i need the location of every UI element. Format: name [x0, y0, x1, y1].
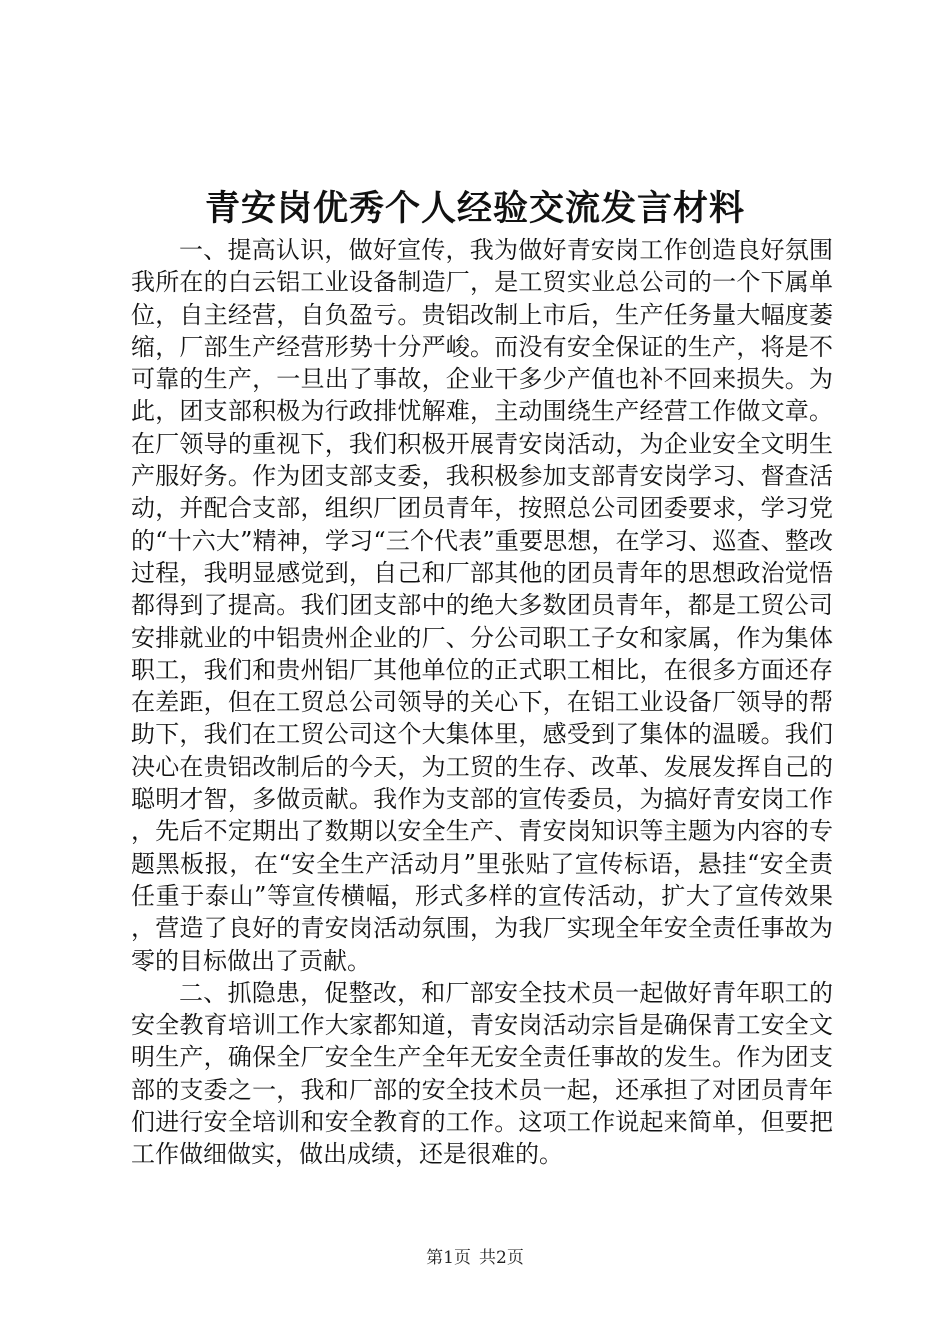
paragraph-1: 一、提高认识，做好宣传，我为做好青安岗工作创造良好氛围我所在的白云铝工业设备制造厂，是工贸实业总公司的一个下属单位，自主经营，自负盈亏。贵铝改制上市后，生产任务量大幅度萎缩，厂部生产经营形势十分严峻。而没有安全保证的生产，将是不可靠的生产，一旦出了事故，企业干多少产值也补不回来损失。为此，团支部积极为行政排忧解难，主动围绕生产经营工作做文章。在厂领导的重视下，我们积极开展青安岗活动，为企业安全文明生产服好务。作为团支部支委，我积极参加支部青安岗学习、督查活动，并配合支部，组织厂团员青年，按照总公司团委要求，学习党的“十六大”精神，学习“三个代表”重要思想，在学习、巡查、整改过程，我明显感觉到，自己和厂部其他的团员青年的思想政治觉悟都得到了提高。我们团支部中的绝大多数团员青年，都是工贸公司安排就业的中铝贵州企业的厂、分公司职工子女和家属，作为集体职工，我们和贵州铝厂其他单位的正式职工相比，在很多方面还存在差距，但在工贸总公司领导的关心下，在铝工业设备厂领导的帮助下，我们在工贸公司这个大集体里，感受到了集体的温暖。我们决心在贵铝改制后的今天，为工贸的生存、改革、发展发挥自己的聪明才智，多做贡献。我作为支部的宣传委员，为搞好青安岗工作，先后不定期出了数期以安全生产、青安岗知识等主题为内容的专题黑板报，在“安全生产活动月”里张贴了宣传标语，悬挂“安全责任重于泰山”等宣传横幅，形式多样的宣传活动，扩大了宣传效果，营造了良好的青安岗活动氛围，为我厂实现全年安全责任事故为零的目标做出了贡献。 — [131, 236, 833, 975]
document-body — [131, 234, 833, 1171]
page-total: 共2页 — [479, 1248, 524, 1268]
page-footer — [0, 1247, 950, 1269]
paragraph-2: 二、抓隐患，促整改，和厂部安全技术员一起做好青年职工的安全教育培训工作大家都知道，青安岗活动宗旨是确保青工安全文明生产，确保全厂安全生产全年无安全责任事故的发生。作为团支部的支委之一，我和厂部的安全技术员一起，还承担了对团员青年们进行安全培训和安全教育的工作。这项工作说起来简单，但要把工作做细做实，做出成绩，还是很难的。 — [131, 978, 833, 1169]
document-title: 青安岗优秀个人经验交流发言材料 — [204, 188, 745, 229]
page-number: 第1页 — [426, 1248, 471, 1268]
